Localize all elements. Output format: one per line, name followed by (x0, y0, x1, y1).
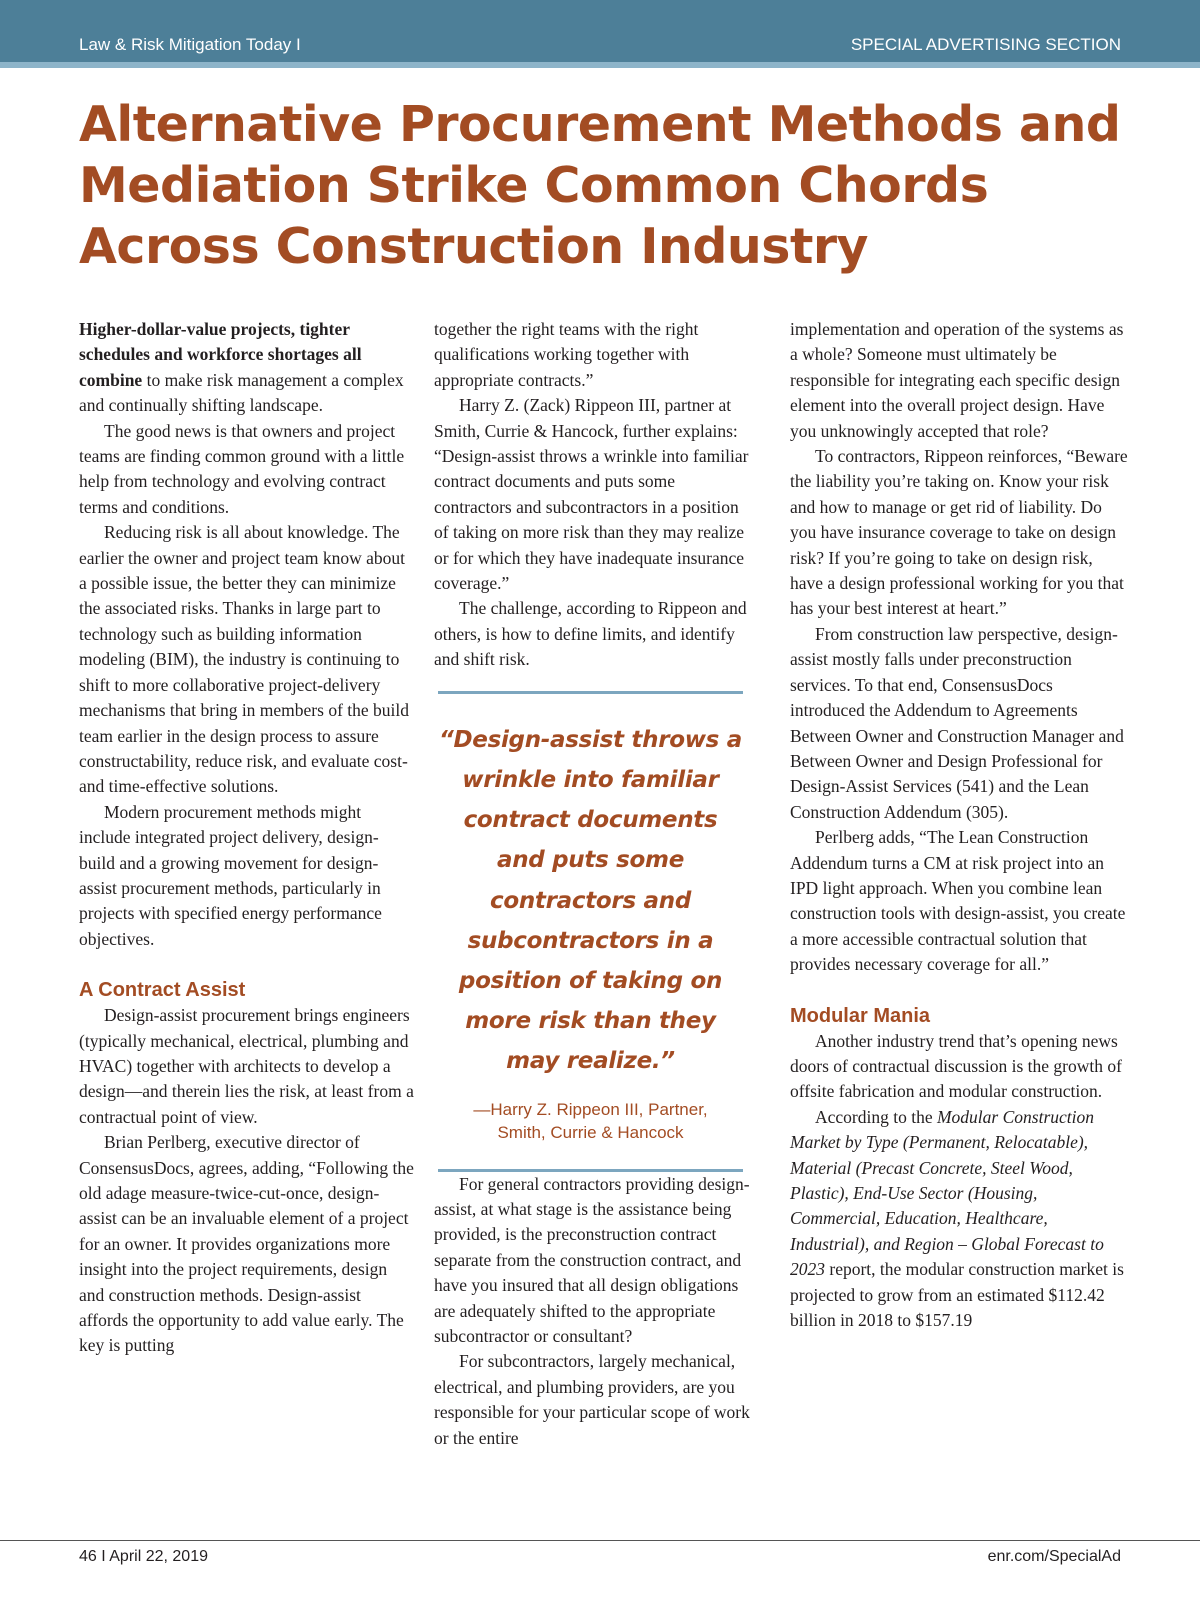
paragraph: Design-assist procurement brings engineers (typically mechanical, electrical, plumbing and HVAC) together with architects to develop a design—and therein lies the risk, at least from a contractual point of view. (79, 1005, 414, 1127)
header-bar (0, 0, 1200, 62)
attribution-line-1: —Harry Z. Rippeon III, Partner, (473, 1099, 708, 1119)
paragraph: Brian Perlberg, executive director of ConsensusDocs, agrees, adding, “Following the old adage measure-twice-cut-once, design-assist can be an invaluable element of a project for an owner. It provides organizations more insight into the project requirements, design and construction methods. Design-assist affords the opportunity to add value early. The key is putting (79, 1132, 414, 1356)
subhead-contract-assist: A Contract Assist (79, 979, 246, 1002)
paragraph: The challenge, according to Rippeon and others, is how to define limits, and identify and shift risk. (434, 598, 747, 670)
lead-rest-text: to make risk management a complex and continually shifting landscape. (79, 369, 404, 416)
paragraph: together the right teams with the right qualifications working together with appropriate contracts.” (434, 319, 699, 390)
column-2 (434, 317, 756, 1451)
paragraph: Another industry trend that’s opening news doors of contractual discussion is the growth of offsite fabrication and modular construction. (790, 1030, 1122, 1102)
column-1 (79, 317, 414, 1359)
paragraph: For general contractors providing design-assist, at what stage is the assistance being provided, is the preconstruction contract separate from the construction contract, and have you insured that all design obligations are adequately shifted to the appropriate subcontractor or consultant? (434, 1173, 750, 1346)
paragraph: Harry Z. (Zack) Rippeon III, partner at Smith, Currie & Hancock, further explains: “Design-assist throws a wrinkle into familiar contract documents and puts some contractors and subcontractors in a position of taking on more risk than they may realize or for which they have inadequate insurance coverage.” (434, 395, 749, 594)
report-title: Modular Construction Market by Type (Permanent, Relocatable), Material (Precast Concrete, Steel Wood, Plastic), End-Use Sector (Housing, Commercial, Education, Healthcare, Industrial), and Region – Global Forecast to 2023 (790, 1106, 1104, 1280)
pull-quote-attribution (438, 1098, 743, 1144)
paragraph: For subcontractors, largely mechanical, electrical, and plumbing providers, are you responsible for your particular scope of work or the entire (434, 1351, 750, 1448)
paragraph (790, 1105, 1130, 1334)
paragraph: Perlberg adds, “The Lean Construction Addendum turns a CM at risk project into an IPD light approach. When you combine lean construction tools with design-assist, you create a more accessible contractual solution that provides necessary coverage for all.” (790, 827, 1126, 975)
paragraph: Modern procurement methods might include integrated project delivery, design-build and a growing movement for design-assist procurement methods, particularly in projects with specified energy performance objectives. (79, 801, 382, 949)
paragraph: The good news is that owners and project teams are finding common ground with a little help from technology and evolving contract terms and conditions. (79, 420, 405, 517)
paragraph: From construction law perspective, design-assist mostly falls under preconstruction services. To that end, ConsensusDocs introduced the Addendum to Agreements Between Owner and Construction Manager and Between Owner and Design Professional for Design-Assist Services (541) and the Lean Construction Addendum (305). (790, 623, 1124, 822)
lead-paragraph (79, 317, 414, 419)
paragraph: To contractors, Rippeon reinforces, “Beware the liability you’re taking on. Know your risk and how to manage or get rid of liability. Do you have insurance coverage to take on design risk? If you’re going to take on design risk, have a design professional working for you that has your best interest at heart.” (790, 446, 1128, 619)
attribution-line-2: Smith, Currie & Hancock (497, 1122, 684, 1142)
paragraph: implementation and operation of the systems as a whole? Someone must ultimately be responsible for integrating each specific design element into the overall project design. Have you unknowingly accepted that role? (790, 319, 1124, 441)
subhead-modular-mania: Modular Mania (790, 1004, 931, 1027)
page-number-date: 46 I April 22, 2019 (79, 1548, 208, 1565)
lead-bold-text: Higher-dollar-value projects, tighter schedules and workforce shortages all combine (79, 319, 362, 390)
footer-rule (0, 1540, 1200, 1541)
advertising-label: SPECIAL ADVERTISING SECTION (850, 35, 1121, 54)
pull-quote-text: “Design-assist throws a wrinkle into familiar contract documents and puts some contractors and subcontractors in a position of taking on more risk than they may realize.” (438, 726, 743, 1075)
paragraph-start: According to the (815, 1106, 937, 1127)
header-stripe (0, 62, 1200, 68)
article-headline: Alternative Procurement Methods and Mediation Strike Common Chords Across Construction Industry (79, 96, 1121, 275)
footer-url: enr.com/SpecialAd (987, 1548, 1121, 1565)
paragraph: Reducing risk is all about knowledge. The earlier the owner and project team know about a possible issue, the better they can minimize the associated risks. Thanks in large part to technology such as building information modeling (BIM), the industry is continuing to shift to more collaborative project-delivery mechanisms that bring in members of the build team earlier in the design process to assure constructability, reduce risk, and evaluate cost- and time-effective solutions. (79, 522, 410, 797)
section-title: Law & Risk Mitigation Today I (79, 35, 301, 54)
pull-quote (438, 691, 743, 1172)
column-3 (790, 317, 1130, 1333)
paragraph-end: report, the modular construction market is projected to grow from an estimated $112.42 billion in 2018 to $157.19 (790, 1259, 1124, 1331)
